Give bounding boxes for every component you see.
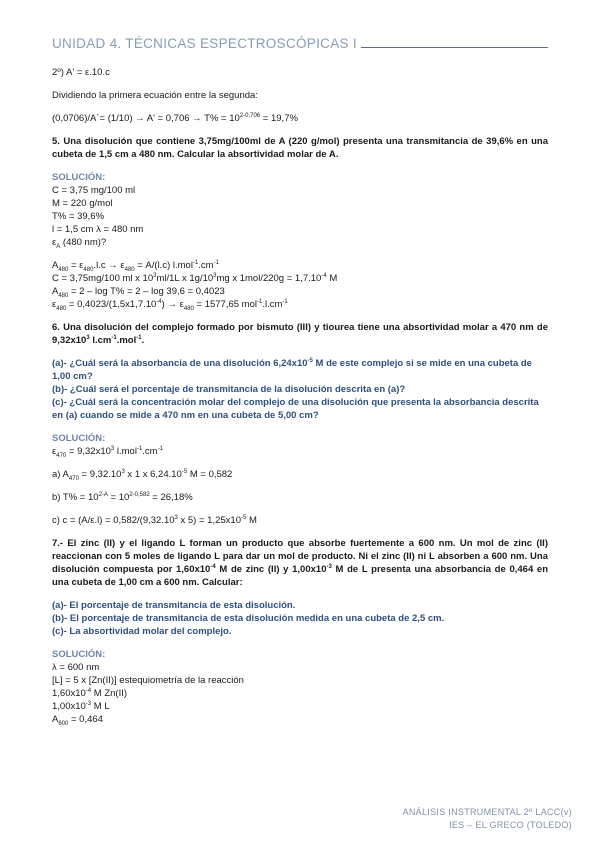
header-rule [361, 47, 548, 48]
q7-item-c: (c)- La absortividad molar del complejo. [52, 626, 232, 637]
q5-data-transmittance: T% = 39,6% [52, 211, 105, 222]
prev-line-2: Dividiendo la primera ecuación entre la segunda: [52, 90, 258, 101]
q5-calc-1: $A_{480} = \varepsilon_{480}.l.c \to \varepsilon_{480} = A/(l.c)$ $l.mol^{-1}.cm^{-1}$ [52, 259, 219, 273]
q6-answer-b: b) $T\% = 10^{2-A} = 10^{2-0,582} = 26,18\%$ [52, 491, 193, 503]
prev-line-1: 2º) A' = ε.10.c [52, 67, 110, 78]
document-body [52, 66, 548, 726]
q6-answer-a: a) $A_{470} = 9,32.10^3$ x 1 x $6,24.10^{-5}$ M = 0,582 [52, 468, 233, 482]
solution-heading-7: SOLUCIÓN: [52, 649, 106, 660]
question-5: 5. Una disolución que contiene 3,75mg/100ml de A (220 g/mol) presenta una transmitancia de 39,6% en una cubeta de 1,5 cm a 480 nm. Calcular la absortividad molar de A. [52, 136, 548, 160]
q7-stoichiometry: [L] = 5 x [Zn(II)] estequiometría de la reacción [52, 675, 244, 686]
q5-calc-3: $A_{480} = 2 - \log T\% = 2 - \log 39,6 = 0,4023$ [52, 286, 225, 299]
question-7: 7.- El zinc (II) y el ligando L forman un producto que absorbe fuertemente a 600 nm. Un mol de zinc (II) reaccionan con 5 moles de ligando L para dar un mol de producto. Ni el zinc (II) ni L absorben a 600 nm. Una disolución compuesta por $1,60x10^{-4}$ M de zinc (II) y $1,00x10^{-3}$ M de L presenta una absorbancia de 0,464 en una cubeta de 1,00 cm a 600 nm. Calcular: [52, 538, 548, 588]
q7-lambda: λ = 600 nm [52, 662, 100, 673]
q5-data-unknown: $\varepsilon_A$ (480 nm)? [52, 237, 107, 250]
footer-school: IES – EL GRECO (TOLEDO) [449, 820, 572, 830]
q5-calc-2: C = 3,75mg/100 ml x $10^3ml/1L$ x $1g/10^3mg$ x $1mol/220g = 1,7.10^{-4}$ M [52, 272, 338, 284]
q6-answer-c: c) $c = (A/\varepsilon.l) = 0,582/(9,32.10^3$ x $5) = 1,25x10^{-5}$ M [52, 514, 257, 526]
solution-heading-5: SOLUCIÓN: [52, 172, 106, 183]
q5-calc-4: $\varepsilon_{480} = 0,4023/(1,5x1,7.10^{-4}) \to \varepsilon_{480} = 1577,65$ $mol^{-1}.l.cm^{-1}$ [52, 298, 288, 312]
prev-line-3: (0,0706)/A´= $(1/10) \to A' = 0,706 \to T\% = 10^{2-0,706} = 19,7\%$ [52, 112, 298, 124]
footer-course: ANÁLISIS INSTRUMENTAL 2º LACC(v) [402, 807, 572, 817]
q6-epsilon: $\varepsilon_{470} = 9,32x10^3$ $l.mol^{-1}.cm^{-1}$ [52, 445, 163, 459]
q5-data-concentration: C = 3,75 mg/100 ml [52, 185, 136, 196]
q6-item-a: (a)- ¿Cuál será la absorbancia de una disolución $6,24x10^{-5}$ M de este complejo si se mide en una cubeta de 1,00 cm? [52, 357, 532, 382]
question-6: 6. Una disolución del complejo formado por bismuto (III) y tiourea tiene una absortividad molar a 470 nm de $9,32x10^3$ $l.cm^{-1}.mol^{-1}$. [52, 322, 548, 346]
q7-item-a: (a)- El porcentaje de transmitancia de esta disolución. [52, 600, 296, 611]
q5-data-molar-mass: M = 220 g/mol [52, 198, 113, 209]
page-header [52, 36, 548, 51]
q6-item-c: (c)- ¿Cuál será la concentración molar del complejo de una disolución que presenta la absorbancia descrita en (a) cuando se mide a 470 nm en una cubeta de 5,00 cm? [52, 397, 539, 421]
unit-title: UNIDAD 4. TÉCNICAS ESPECTROSCÓPICAS I [52, 36, 357, 51]
q6-item-b: (b)- ¿Cuál será el porcentaje de transmitancia de la disolución descrita en (a)? [52, 384, 406, 395]
page-footer [403, 806, 572, 832]
q7-item-b: (b)- El porcentaje de transmitancia de esta disolución medida en una cubeta de 2,5 cm. [52, 613, 445, 624]
q7-ligand-concentration: $1,00x10^{-3}$ M L [52, 700, 110, 712]
q5-data-length: l = 1,5 cm λ = 480 nm [52, 224, 144, 235]
solution-heading-6: SOLUCIÓN: [52, 433, 106, 444]
q7-zinc-concentration: $1,60x10^{-4}$ M Zn(II) [52, 687, 128, 699]
q7-absorbance: $A_{600} = 0,464$ [52, 714, 103, 727]
